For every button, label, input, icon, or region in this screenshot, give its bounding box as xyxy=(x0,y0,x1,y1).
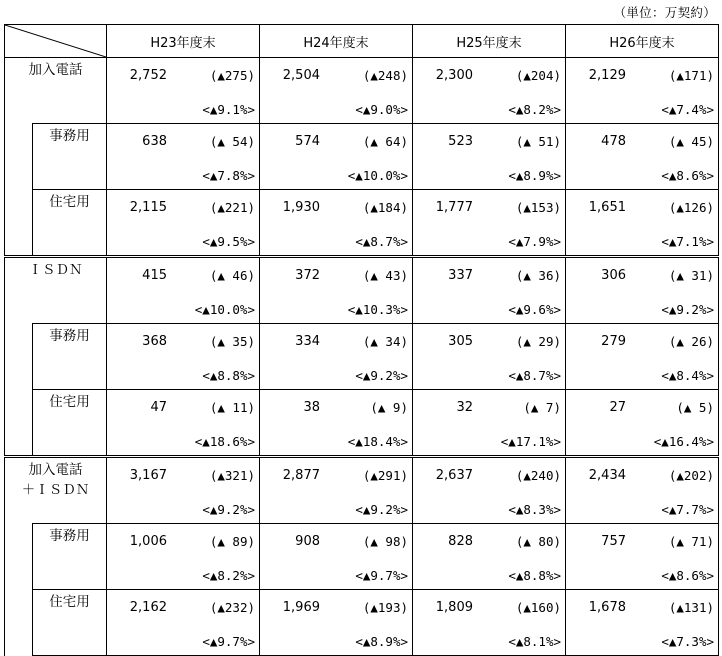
sub-label: 住宅用 xyxy=(33,390,107,457)
value-text: 334 xyxy=(295,334,320,349)
change-text: (▲275) xyxy=(209,68,255,83)
percent-text: <▲7.7%> xyxy=(661,502,714,517)
sub-label: 事務用 xyxy=(33,124,107,190)
indent-cell xyxy=(5,390,33,457)
value-cell xyxy=(260,257,413,324)
percent-text: <▲7.3%> xyxy=(661,634,714,649)
percent-text: <▲8.2%> xyxy=(202,568,255,583)
percent-text: <▲8.9%> xyxy=(508,168,561,183)
percent-text: <▲9.2%> xyxy=(355,368,408,383)
percent-text: <▲8.1%> xyxy=(508,634,561,649)
value-text: 337 xyxy=(448,268,473,283)
percent-text: <▲8.3%> xyxy=(508,502,561,517)
value-cell xyxy=(107,457,260,524)
change-text: (▲ 80) xyxy=(515,534,561,549)
table-row xyxy=(5,457,719,524)
value-cell xyxy=(566,324,719,390)
value-text: 1,809 xyxy=(435,600,473,615)
percent-text: <▲17.1%> xyxy=(500,434,561,449)
value-text: 2,300 xyxy=(435,68,473,83)
year-header: H25年度末 xyxy=(413,25,566,58)
value-cell xyxy=(107,390,260,457)
percent-text: <▲8.7%> xyxy=(355,234,408,249)
percent-text: <▲8.6%> xyxy=(661,568,714,583)
value-text: 1,651 xyxy=(588,200,626,215)
value-text: 47 xyxy=(150,400,167,415)
percent-text: <▲9.7%> xyxy=(355,568,408,583)
change-text: (▲ 98) xyxy=(362,534,408,549)
value-cell xyxy=(413,390,566,457)
change-text: (▲171) xyxy=(668,68,714,83)
value-text: 2,877 xyxy=(282,468,320,483)
indent-cell xyxy=(5,524,33,590)
percent-text: <▲7.4%> xyxy=(661,102,714,117)
percent-text: <▲10.0%> xyxy=(347,168,408,183)
year-header: H24年度末 xyxy=(260,25,413,58)
value-text: 478 xyxy=(601,134,626,149)
value-text: 523 xyxy=(448,134,473,149)
change-text: (▲291) xyxy=(362,468,408,483)
change-text: (▲ 71) xyxy=(668,534,714,549)
value-text: 2,434 xyxy=(588,468,626,483)
percent-text: <▲9.1%> xyxy=(202,102,255,117)
corner-cell xyxy=(5,25,107,58)
value-cell xyxy=(413,190,566,257)
sub-label: 住宅用 xyxy=(33,590,107,656)
value-cell xyxy=(107,590,260,656)
value-cell xyxy=(566,390,719,457)
change-text: (▲221) xyxy=(209,200,255,215)
value-text: 2,115 xyxy=(129,200,167,215)
change-text: (▲ 9) xyxy=(370,400,408,415)
value-text: 306 xyxy=(601,268,626,283)
change-text: (▲ 51) xyxy=(515,134,561,149)
change-text: (▲193) xyxy=(362,600,408,615)
value-cell xyxy=(413,257,566,324)
change-text: (▲184) xyxy=(362,200,408,215)
sub-label: 住宅用 xyxy=(33,190,107,257)
percent-text: <▲9.7%> xyxy=(202,634,255,649)
percent-text: <▲7.8%> xyxy=(202,168,255,183)
value-text: 305 xyxy=(448,334,473,349)
percent-text: <▲8.8%> xyxy=(508,568,561,583)
value-cell xyxy=(413,457,566,524)
change-text: (▲160) xyxy=(515,600,561,615)
change-text: (▲ 64) xyxy=(362,134,408,149)
change-text: (▲321) xyxy=(209,468,255,483)
value-text: 368 xyxy=(142,334,167,349)
table-row xyxy=(5,590,719,656)
value-cell xyxy=(260,124,413,190)
value-cell xyxy=(566,590,719,656)
change-text: (▲ 35) xyxy=(209,334,255,349)
value-cell xyxy=(566,58,719,124)
table-row xyxy=(5,324,719,390)
change-text: (▲ 7) xyxy=(523,400,561,415)
table-row xyxy=(5,524,719,590)
value-text: 908 xyxy=(295,534,320,549)
percent-text: <▲8.9%> xyxy=(355,634,408,649)
value-text: 372 xyxy=(295,268,320,283)
value-text: 638 xyxy=(142,134,167,149)
value-cell xyxy=(107,524,260,590)
percent-text: <▲18.6%> xyxy=(194,434,255,449)
value-cell xyxy=(566,257,719,324)
percent-text: <▲8.7%> xyxy=(508,368,561,383)
change-text: (▲ 43) xyxy=(362,268,408,283)
value-text: 3,167 xyxy=(129,468,167,483)
value-text: 2,162 xyxy=(129,600,167,615)
percent-text: <▲9.2%> xyxy=(202,502,255,517)
change-text: (▲ 46) xyxy=(209,268,255,283)
percent-text: <▲7.9%> xyxy=(508,234,561,249)
table-row xyxy=(5,124,719,190)
value-cell xyxy=(107,324,260,390)
change-text: (▲ 54) xyxy=(209,134,255,149)
subscriber-table xyxy=(4,24,719,656)
value-text: 2,752 xyxy=(129,68,167,83)
change-text: (▲202) xyxy=(668,468,714,483)
percent-text: <▲9.0%> xyxy=(355,102,408,117)
value-text: 1,006 xyxy=(129,534,167,549)
percent-text: <▲16.4%> xyxy=(653,434,714,449)
change-text: (▲153) xyxy=(515,200,561,215)
table-row xyxy=(5,390,719,457)
table-row xyxy=(5,58,719,124)
value-text: 32 xyxy=(456,400,473,415)
change-text: (▲ 5) xyxy=(676,400,714,415)
change-text: (▲131) xyxy=(668,600,714,615)
value-text: 1,969 xyxy=(282,600,320,615)
header-row xyxy=(5,25,719,58)
value-cell xyxy=(413,124,566,190)
percent-text: <▲18.4%> xyxy=(347,434,408,449)
percent-text: <▲8.4%> xyxy=(661,368,714,383)
percent-text: <▲9.2%> xyxy=(661,302,714,317)
change-text: (▲240) xyxy=(515,468,561,483)
diagonal-line xyxy=(5,25,106,57)
change-text: (▲ 36) xyxy=(515,268,561,283)
sub-label: 事務用 xyxy=(33,524,107,590)
value-text: 1,678 xyxy=(588,600,626,615)
group-label: ＩＳＤＮ xyxy=(5,257,107,324)
value-cell xyxy=(260,524,413,590)
value-cell xyxy=(107,190,260,257)
change-text: (▲ 89) xyxy=(209,534,255,549)
value-text: 1,777 xyxy=(435,200,473,215)
value-text: 415 xyxy=(142,268,167,283)
value-cell xyxy=(413,58,566,124)
change-text: (▲ 29) xyxy=(515,334,561,349)
change-text: (▲ 45) xyxy=(668,134,714,149)
indent-cell xyxy=(5,124,33,190)
percent-text: <▲10.3%> xyxy=(347,302,408,317)
value-cell xyxy=(260,190,413,257)
percent-text: <▲8.8%> xyxy=(202,368,255,383)
value-cell xyxy=(413,524,566,590)
year-header: H23年度末 xyxy=(107,25,260,58)
value-cell xyxy=(260,58,413,124)
indent-cell xyxy=(5,190,33,257)
indent-cell xyxy=(5,590,33,656)
change-text: (▲204) xyxy=(515,68,561,83)
percent-text: <▲9.6%> xyxy=(508,302,561,317)
change-text: (▲ 31) xyxy=(668,268,714,283)
percent-text: <▲10.0%> xyxy=(194,302,255,317)
change-text: (▲232) xyxy=(209,600,255,615)
change-text: (▲ 34) xyxy=(362,334,408,349)
value-cell xyxy=(566,124,719,190)
change-text: (▲248) xyxy=(362,68,408,83)
value-text: 27 xyxy=(609,400,626,415)
value-cell xyxy=(107,257,260,324)
indent-cell xyxy=(5,324,33,390)
table-row xyxy=(5,190,719,257)
value-cell xyxy=(413,324,566,390)
group-label: 加入電話 ＋ＩＳＤＮ xyxy=(5,457,107,524)
value-cell xyxy=(260,457,413,524)
value-cell xyxy=(566,190,719,257)
value-text: 2,504 xyxy=(282,68,320,83)
percent-text: <▲7.1%> xyxy=(661,234,714,249)
percent-text: <▲8.2%> xyxy=(508,102,561,117)
change-text: (▲126) xyxy=(668,200,714,215)
value-cell xyxy=(107,124,260,190)
value-cell xyxy=(260,590,413,656)
value-cell xyxy=(413,590,566,656)
value-text: 574 xyxy=(295,134,320,149)
value-text: 2,637 xyxy=(435,468,473,483)
unit-label: （単位：万契約） xyxy=(613,5,716,20)
value-text: 1,930 xyxy=(282,200,320,215)
sub-label: 事務用 xyxy=(33,324,107,390)
value-cell xyxy=(566,457,719,524)
change-text: (▲ 11) xyxy=(209,400,255,415)
value-text: 757 xyxy=(601,534,626,549)
table-row xyxy=(5,257,719,324)
value-cell xyxy=(107,58,260,124)
percent-text: <▲9.5%> xyxy=(202,234,255,249)
value-text: 828 xyxy=(448,534,473,549)
year-header: H26年度末 xyxy=(566,25,719,58)
group-label: 加入電話 xyxy=(5,58,107,124)
value-text: 2,129 xyxy=(588,68,626,83)
change-text: (▲ 26) xyxy=(668,334,714,349)
value-text: 38 xyxy=(303,400,320,415)
value-cell xyxy=(260,324,413,390)
value-cell xyxy=(260,390,413,457)
percent-text: <▲9.2%> xyxy=(355,502,408,517)
percent-text: <▲8.6%> xyxy=(661,168,714,183)
value-cell xyxy=(566,524,719,590)
value-text: 279 xyxy=(601,334,626,349)
